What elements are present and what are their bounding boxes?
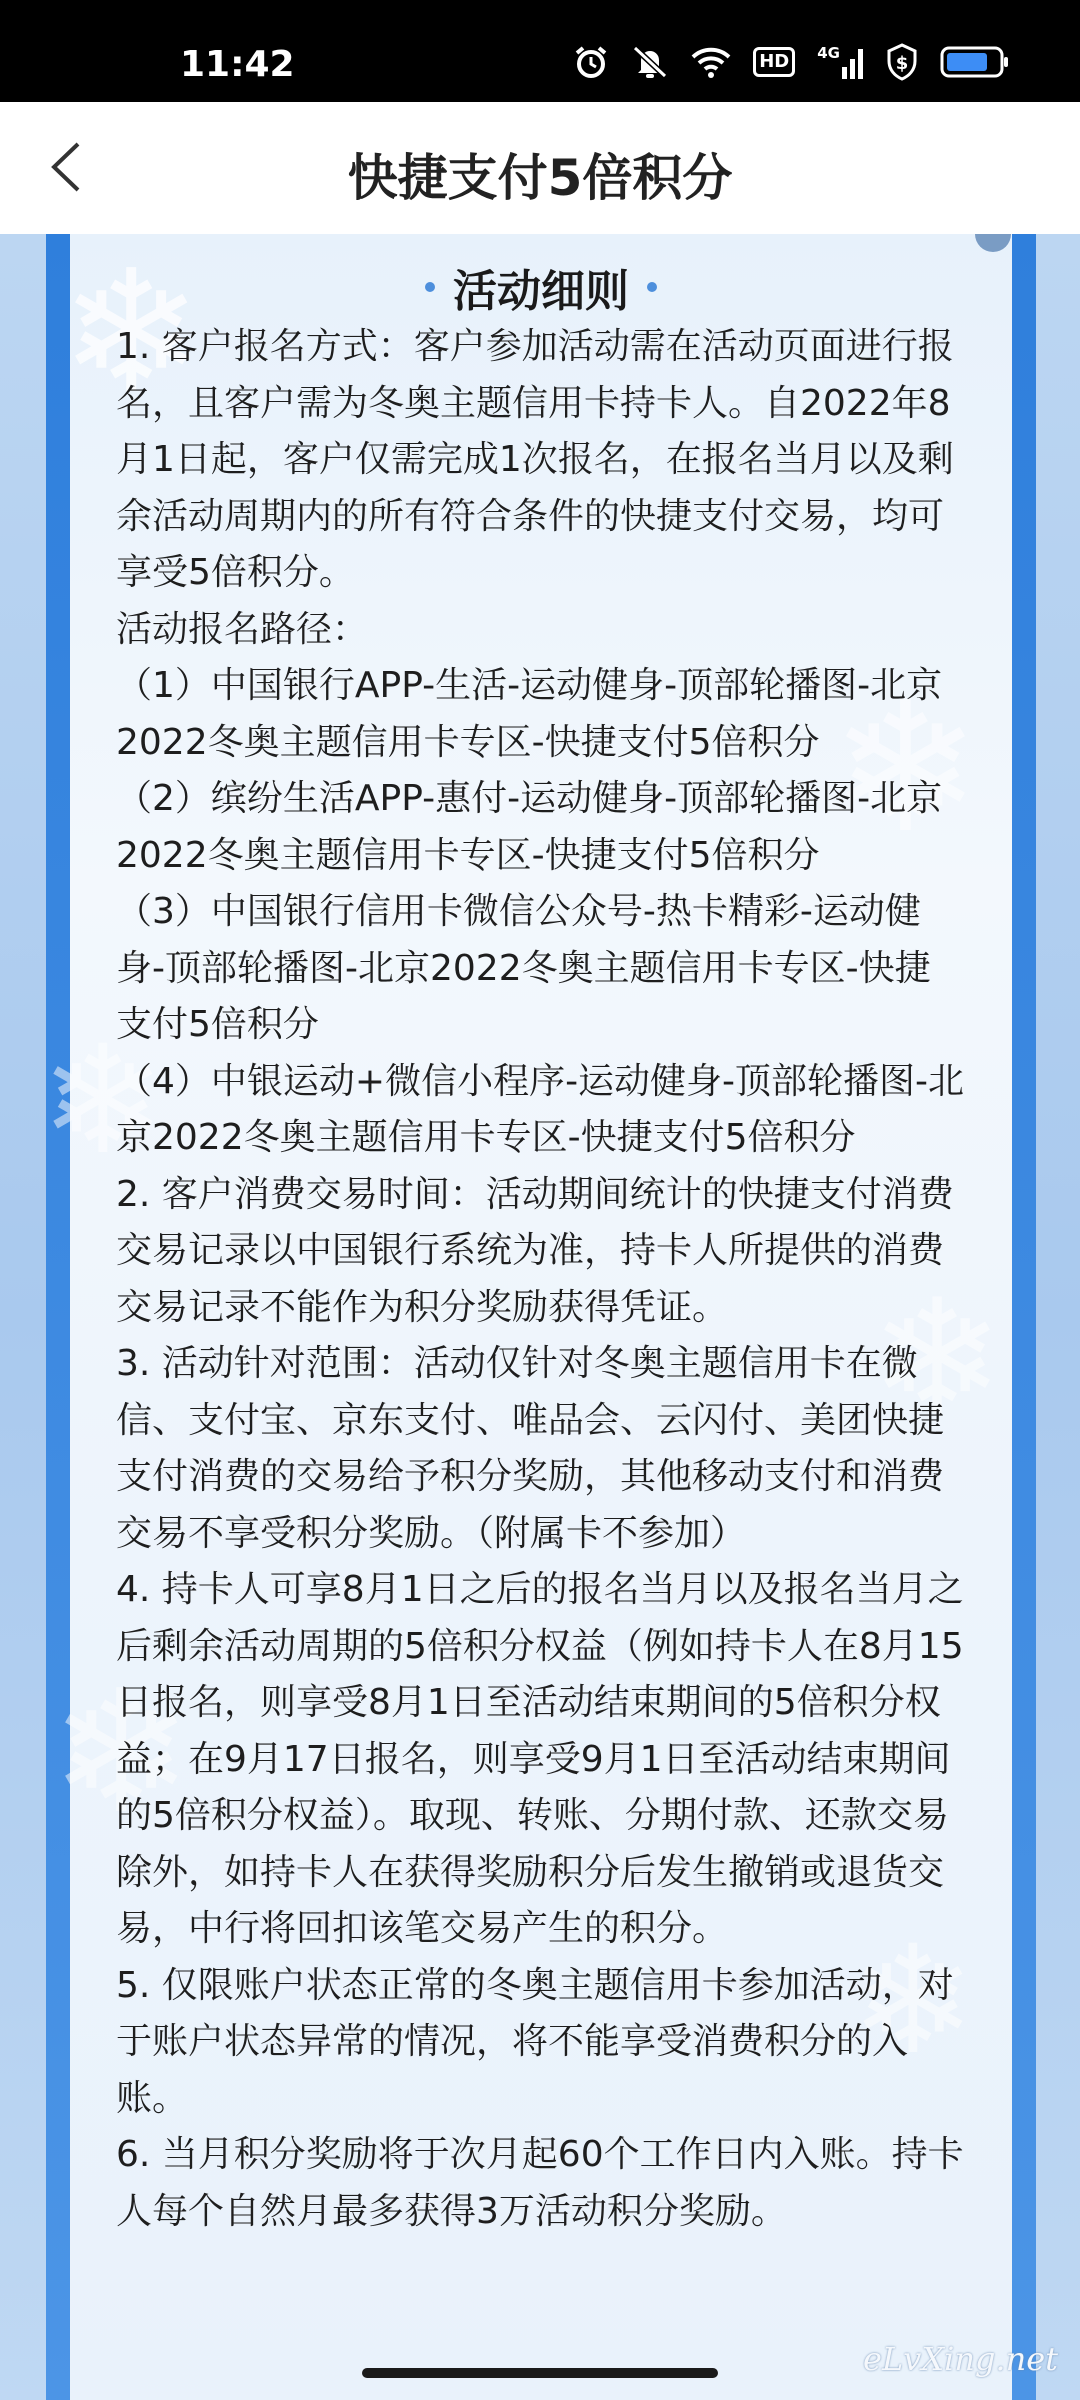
battery-icon — [940, 45, 1010, 79]
title-dot-left — [425, 282, 435, 292]
snowflake-icon: ❄ — [850, 1914, 976, 2088]
rule-paragraph: （2）缤纷生活APP-惠付-运动健身-顶部轮播图-北京2022冬奥主题信用卡专区-快捷支付5倍积分 — [116, 778, 943, 876]
hd-icon: HD — [753, 47, 795, 77]
rule-paragraph: 6. 当月积分奖励将于次月起60个工作日内入账。持卡人每个自然月最多获得3万活动积分奖励。 — [116, 2134, 964, 2232]
snowflake-icon: ❄ — [870, 1264, 1005, 1451]
rule-paragraph: 活动报名路径： — [116, 608, 369, 650]
rule-paragraph: （1）中国银行APP-生活-运动健身-顶部轮播图-北京2022冬奥主题信用卡专区-快捷支付5倍积分 — [116, 665, 943, 763]
home-indicator[interactable] — [362, 2368, 718, 2378]
snowflake-icon: ❄ — [830, 664, 981, 873]
wifi-icon — [691, 45, 731, 79]
svg-text:$: $ — [895, 53, 909, 74]
title-dot-right — [647, 282, 657, 292]
decorative-dot — [975, 234, 1011, 252]
section-title: 活动细则 — [453, 266, 629, 317]
status-time: 11:42 — [180, 44, 295, 85]
snowflake-icon: ❄ — [40, 1014, 166, 1188]
section-title-row — [70, 252, 1012, 322]
shield-dollar-icon — [886, 43, 918, 81]
rule-paragraph: 2. 客户消费交易时间：活动期间统计的快捷支付消费交易记录以中国银行系统为准，持卡人所提供的消费交易记录不能作为积分奖励获得凭证。 — [116, 1173, 954, 1328]
rule-paragraph: 1. 客户报名方式：客户参加活动需在活动页面进行报名，且客户需为冬奥主题信用卡持卡人。自2022年8月1日起，客户仅需完成1次报名，在报名当月以及剩余活动周期内的所有符合条件的快捷支付交易，均可享受5倍积分。 — [116, 326, 954, 593]
signal-icon: 4G — [817, 45, 864, 79]
page-title: 快捷支付5倍积分 — [347, 149, 733, 207]
nav-bar — [0, 102, 1080, 235]
status-bar — [0, 0, 1080, 102]
rules-panel — [40, 234, 1012, 2400]
rules-text — [116, 319, 966, 2240]
rule-paragraph: 3. 活动针对范围：活动仅针对冬奥主题信用卡在微信、支付宝、京东支付、唯品会、云闪付、美团快捷支付消费的交易给予积分奖励，其他移动支付和消费交易不享受积分奖励。（附属卡不参加） — [116, 1343, 945, 1554]
rule-paragraph: 4. 持卡人可享8月1日之后的报名当月以及报名当月之后剩余活动周期的5倍积分权益（例如持卡人在8月15日报名，则享受8月1日至活动结束期间的5倍积分权益；在9月17日报名，则享受9月1日至活动结束期间的5倍积分权益）。取现、转账、分期付款、还款交易除外，如持卡人在获得奖励积分后发生撤销或退货交易，中行将回扣该笔交易产生的积分。 — [116, 1569, 964, 1949]
status-icons — [573, 40, 1010, 84]
rule-paragraph: （4）中银运动+微信小程序-运动健身-顶部轮播图-北京2022冬奥主题信用卡专区-快捷支付5倍积分 — [116, 1060, 965, 1158]
rule-paragraph: （3）中国银行信用卡微信公众号-热卡精彩-运动健身-顶部轮播图-北京2022冬奥主题信用卡专区-快捷支付5倍积分 — [116, 891, 931, 1045]
rule-paragraph: 5. 仅限账户状态正常的冬奥主题信用卡参加活动，对于账户状态异常的情况，将不能享受消费积分的入账。 — [116, 1964, 954, 2119]
mute-icon — [631, 44, 669, 80]
snowflake-icon: ❄ — [60, 234, 203, 432]
right-border — [1012, 234, 1036, 2400]
left-border — [46, 234, 70, 2400]
alarm-icon — [573, 44, 609, 80]
rules-page[interactable] — [0, 234, 1080, 2400]
snowflake-icon: ❄ — [50, 1654, 193, 1852]
watermark: eLvXing.net — [863, 2340, 1058, 2378]
